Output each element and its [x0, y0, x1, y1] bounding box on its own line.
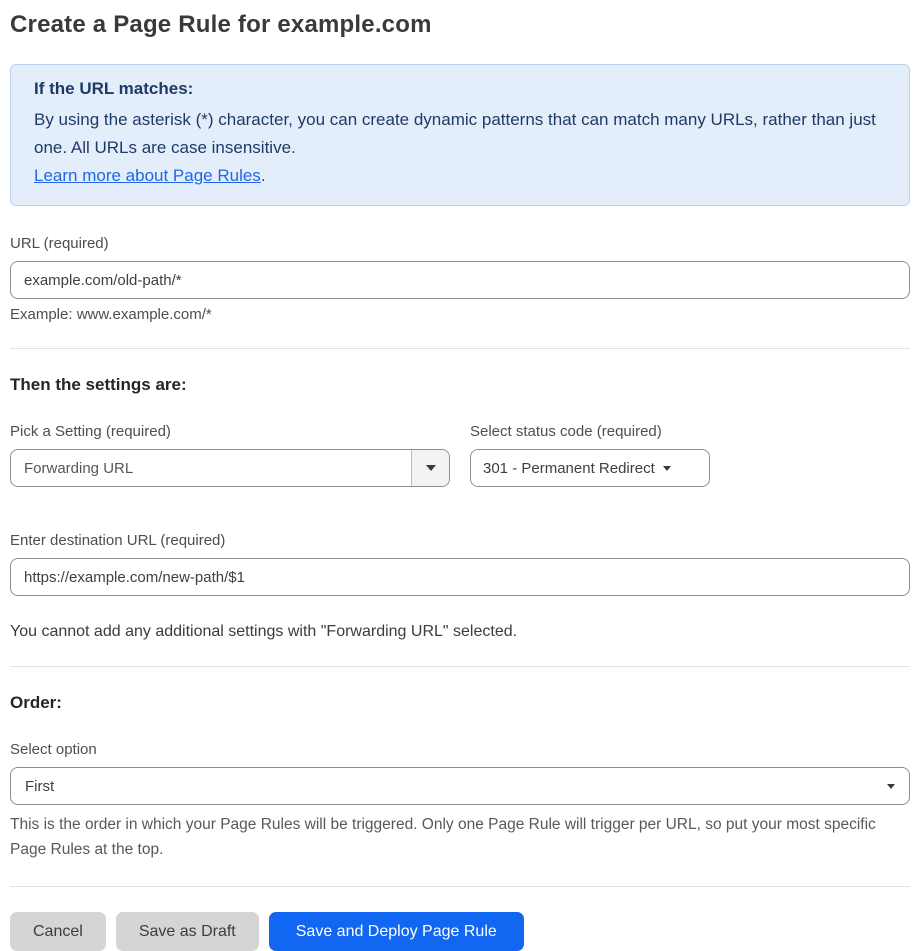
page-title: Create a Page Rule for example.com [10, 11, 432, 38]
order-select-value: First [25, 777, 55, 795]
divider [10, 886, 910, 887]
url-match-info-box [10, 64, 910, 206]
save-and-deploy-button[interactable]: Save and Deploy Page Rule [269, 912, 524, 951]
url-label: URL (required) [10, 235, 109, 252]
info-box-body [34, 106, 886, 190]
order-select[interactable] [10, 767, 910, 805]
status-code-group [470, 423, 710, 487]
pick-setting-value: Forwarding URL [24, 459, 134, 477]
pick-setting-label: Pick a Setting (required) [10, 423, 171, 440]
settings-row [10, 423, 910, 487]
chevron-down-icon [663, 466, 671, 471]
status-code-value: 301 - Permanent Redirect [483, 459, 655, 477]
divider [10, 348, 910, 349]
chevron-down-icon [887, 784, 895, 789]
order-select-label: Select option [10, 741, 97, 758]
order-group [10, 741, 910, 862]
settings-section-heading: Then the settings are: [10, 375, 187, 394]
status-code-select[interactable] [470, 449, 710, 487]
order-section-heading: Order: [10, 693, 62, 712]
pick-setting-select[interactable] [10, 449, 450, 487]
learn-more-link[interactable]: Learn more about Page Rules [34, 166, 261, 185]
chevron-down-icon[interactable] [411, 450, 449, 486]
info-box-body-text: By using the asterisk (*) character, you can create dynamic patterns that can match many URLs, rather than just one. All URLs are case insensitive. [34, 110, 876, 157]
caret-glyph [426, 465, 436, 471]
cancel-button[interactable]: Cancel [10, 912, 106, 951]
status-code-label: Select status code (required) [470, 423, 662, 440]
info-box-heading: If the URL matches: [34, 79, 194, 98]
url-input[interactable] [10, 261, 910, 299]
order-helper-text: This is the order in which your Page Rules will be triggered. Only one Page Rule will trigger per URL, so put your most specific Page Rules at the top. [10, 816, 876, 858]
destination-url-label: Enter destination URL (required) [10, 532, 226, 549]
link-period: . [260, 166, 266, 185]
destination-url-group [10, 532, 910, 596]
destination-url-input[interactable] [10, 558, 910, 596]
forwarding-url-note: You cannot add any additional settings with "Forwarding URL" selected. [10, 623, 518, 640]
divider [10, 666, 910, 667]
url-field-group [10, 235, 910, 324]
form-actions [10, 912, 910, 951]
save-as-draft-button[interactable]: Save as Draft [116, 912, 259, 951]
pick-setting-group [10, 423, 450, 487]
url-helper-text: Example: www.example.com/* [10, 306, 212, 323]
